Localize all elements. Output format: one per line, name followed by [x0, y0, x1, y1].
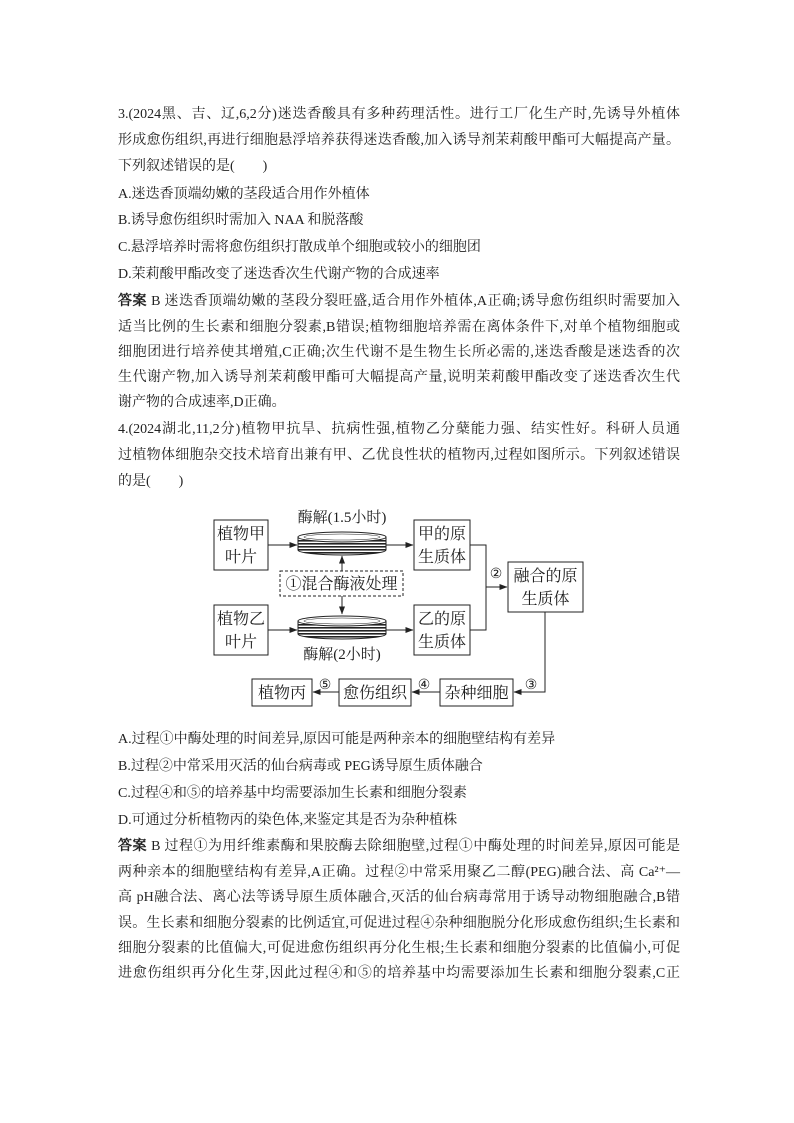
q4-option-a: A.过程①中酶处理的时间差异,原因可能是两种亲本的细胞壁结构有差异	[118, 731, 556, 747]
q3-stem	[118, 102, 680, 180]
callus-box	[339, 679, 411, 706]
mixed-enzyme-label: ①混合酶液处理	[285, 576, 398, 593]
protoplast-b-label: 生质体	[417, 634, 467, 651]
q3-option-c: C.悬浮培养时需将愈伤组织打散成单个细胞或较小的细胞团	[118, 240, 481, 255]
q3-answer-line: 细胞团进行培养使其增殖,C正确;次生代谢不是生物生长所必需的,迷迭香酸是迷迭香的次	[118, 344, 680, 360]
protoplast-b-label: 乙的原	[417, 611, 467, 628]
fused-protoplast-box	[508, 562, 583, 612]
q3-answer-line: 谢产物的合成速率,D正确。	[118, 395, 286, 411]
q4-stem-line: 的是( )	[118, 474, 184, 489]
fused-protoplast-label: 生质体	[521, 591, 570, 608]
step-2-label: ②	[489, 567, 503, 582]
plant-c-box	[252, 679, 312, 706]
q4-options	[118, 726, 680, 834]
q3-answer-line: 适当比例的生长素和细胞分裂素,B错误;植物细胞培养需在离体条件下,对单个植物细胞或	[118, 319, 680, 335]
q4-answer-line: 误。生长素和细胞分裂素的比例适宜,可促进过程④杂种细胞脱分化形成愈伤组织;生长素和	[118, 915, 680, 931]
dish-rim	[298, 616, 386, 626]
q4-stem-line: 过植物体细胞杂交技术培育出兼有甲、乙优良性状的植物丙,过程如图所示。下列叙述错误	[118, 448, 680, 463]
q4-option-b: B.过程②中常采用灭活的仙台病毒或 PEG诱导原生质体融合	[118, 758, 483, 774]
answer-key: B	[151, 839, 161, 855]
q3-option-a: A.迷迭香顶端幼嫩的茎段适合用作外植体	[118, 186, 370, 202]
protoplast-a-box	[414, 520, 470, 570]
q4-answer-line: 高 pH融合法、离心法等诱导原生质体融合,灭活的仙台病毒常用于诱导动物细胞融合,B错	[118, 890, 680, 906]
answer-label: 答案	[118, 294, 148, 310]
q4-option-d: D.可通过分析植物丙的染色体,来鉴定其是否为杂种植株	[118, 812, 458, 828]
plant-a-leaf-label: 叶片	[224, 549, 258, 566]
fusion-connector	[470, 545, 486, 630]
fused-protoplast-label: 融合的原	[513, 568, 578, 585]
answer-key: B	[151, 294, 161, 310]
q3-answer	[118, 289, 680, 415]
q4-answer-line: 两种亲本的细胞壁结构有差异,A正确。过程②中常采用聚乙二醇(PEG)融合法、高 Ca²⁺—	[118, 864, 680, 880]
protoplast-a-label: 生质体	[417, 549, 467, 566]
q3-stem-line: 3.(2024黑、吉、辽,6,2分)迷迭香酸具有多种药理活性。进行工厂化生产时,先诱导外植体	[118, 107, 680, 122]
q3-option-d: D.茉莉酸甲酯改变了迷迭香次生代谢产物的合成速率	[118, 266, 440, 282]
answer-text: 迷迭香顶端幼嫩的茎段分裂旺盛,适合用作外植体,A正确;诱导愈伤组织时需要加入	[164, 294, 681, 310]
step-5-label: ⑤	[318, 678, 332, 693]
q4-stem	[118, 417, 680, 495]
plant-b-leaf-box	[214, 605, 268, 655]
q4-answer-line: 细胞分裂素的比值偏大,可促进愈伤组织再分化生根;生长素和细胞分裂素的比值偏小,可促	[118, 940, 680, 956]
q4-option-c: C.过程④和⑤的培养基中均需要添加生长素和细胞分裂素	[118, 785, 467, 801]
protoplast-b-box	[414, 605, 470, 655]
protoplast-a-label: 甲的原	[417, 526, 467, 543]
q4-stem-line: 4.(2024湖北,11,2分)植物甲抗旱、抗病性强,植物乙分蘖能力强、结实性好。科研人员通	[118, 422, 680, 437]
hybrid-cell-label: 杂种细胞	[444, 685, 509, 702]
q3-options	[118, 182, 680, 289]
plant-a-leaf-box	[214, 520, 268, 570]
protoplast-fusion-diagram	[200, 500, 600, 715]
answer-label: 答案	[118, 839, 148, 855]
q3-answer-line	[118, 289, 680, 314]
hybrid-cell-box	[440, 679, 513, 706]
answer-text: 过程①为用纤维素酶和果胶酶去除细胞壁,过程①中酶处理的时间差异,原因可能是	[164, 839, 681, 855]
q4-answer	[118, 834, 680, 986]
q3-stem-line: 形成愈伤组织,再进行细胞悬浮培养获得迷迭香酸,加入诱导剂茉莉酸甲酯可大幅提高产量。	[118, 133, 680, 148]
plant-c-label: 植物丙	[257, 685, 307, 702]
plant-b-leaf-label: 植物乙	[216, 611, 266, 628]
petri-dish-top	[298, 532, 386, 555]
q3-option-b: B.诱导愈伤组织时需加入 NAA 和脱落酸	[118, 213, 364, 229]
enzymolysis-a-label: 酶解(1.5小时)	[297, 510, 387, 526]
q3-answer-line: 生代谢产物,加入诱导剂茉莉酸甲酯可大幅提高产量,说明茉莉酸甲酯改变了迷迭香次生代	[118, 370, 680, 386]
plant-b-leaf-label: 叶片	[224, 634, 258, 651]
enzymolysis-b-label: 酶解(2小时)	[303, 647, 381, 663]
petri-dish-bottom	[298, 616, 386, 639]
q4-answer-line: 进愈伤组织再分化生芽,因此过程④和⑤的培养基中均需要添加生长素和细胞分裂素,C正	[118, 966, 680, 982]
q3-stem-line: 下列叙述错误的是( )	[118, 159, 268, 174]
step-4-label: ④	[417, 678, 431, 693]
mixed-enzyme-box	[280, 571, 403, 596]
callus-label: 愈伤组织	[342, 685, 408, 702]
q4-answer-line	[118, 834, 680, 859]
plant-a-leaf-label: 植物甲	[216, 526, 266, 543]
step-3-label: ③	[524, 678, 538, 693]
dish-rim	[298, 532, 386, 542]
